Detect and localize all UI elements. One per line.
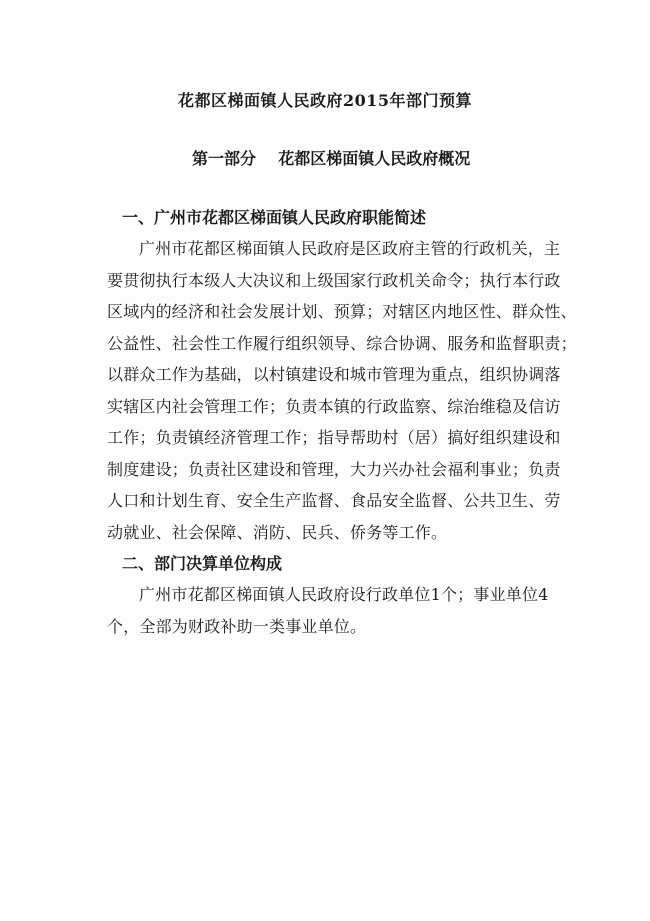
paragraph-line: 工作；负责镇经济管理工作；指导帮助村（居）搞好组织建设和 bbox=[107, 428, 561, 447]
paragraph-line: 制度建设；负责社区建设和管理，大力兴办社会福利事业；负责 bbox=[107, 460, 561, 479]
document-title: 花都区梯面镇人民政府2015年部门预算 bbox=[177, 91, 473, 110]
paragraph-line: 广州市花都区梯面镇人民政府设行政单位1个；事业单位4 bbox=[139, 585, 549, 604]
paragraph-line: 动就业、社会保障、消防、民兵、侨务等工作。 bbox=[107, 523, 448, 542]
part-title: 第一部分 花都区梯面镇人民政府概况 bbox=[192, 149, 471, 168]
section-heading-2: 二、部门决算单位构成 bbox=[122, 554, 283, 573]
paragraph-line: 区域内的经济和社会发展计划、预算；对辖区内地区性、群众性、 bbox=[107, 302, 577, 321]
paragraph-line: 公益性、社会性工作履行组织领导、综合协调、服务和监督职责； bbox=[107, 334, 577, 353]
paragraph-line: 以群众工作为基础，以村镇建设和城市管理为重点，组织协调落 bbox=[107, 365, 561, 384]
paragraph-line: 要贯彻执行本级人大决议和上级国家行政机关命令；执行本行政 bbox=[107, 271, 561, 290]
paragraph-line: 人口和计划生育、安全生产监督、食品安全监督、公共卫生、劳 bbox=[107, 491, 561, 510]
section-heading-1: 一、广州市花都区梯面镇人民政府职能简述 bbox=[122, 208, 427, 227]
paragraph-line: 实辖区内社会管理工作；负责本镇的行政监察、综治维稳及信访 bbox=[107, 397, 561, 416]
paragraph-line: 广州市花都区梯面镇人民政府是区政府主管的行政机关，主 bbox=[139, 239, 561, 258]
paragraph-line: 个，全部为财政补助一类事业单位。 bbox=[107, 617, 367, 636]
